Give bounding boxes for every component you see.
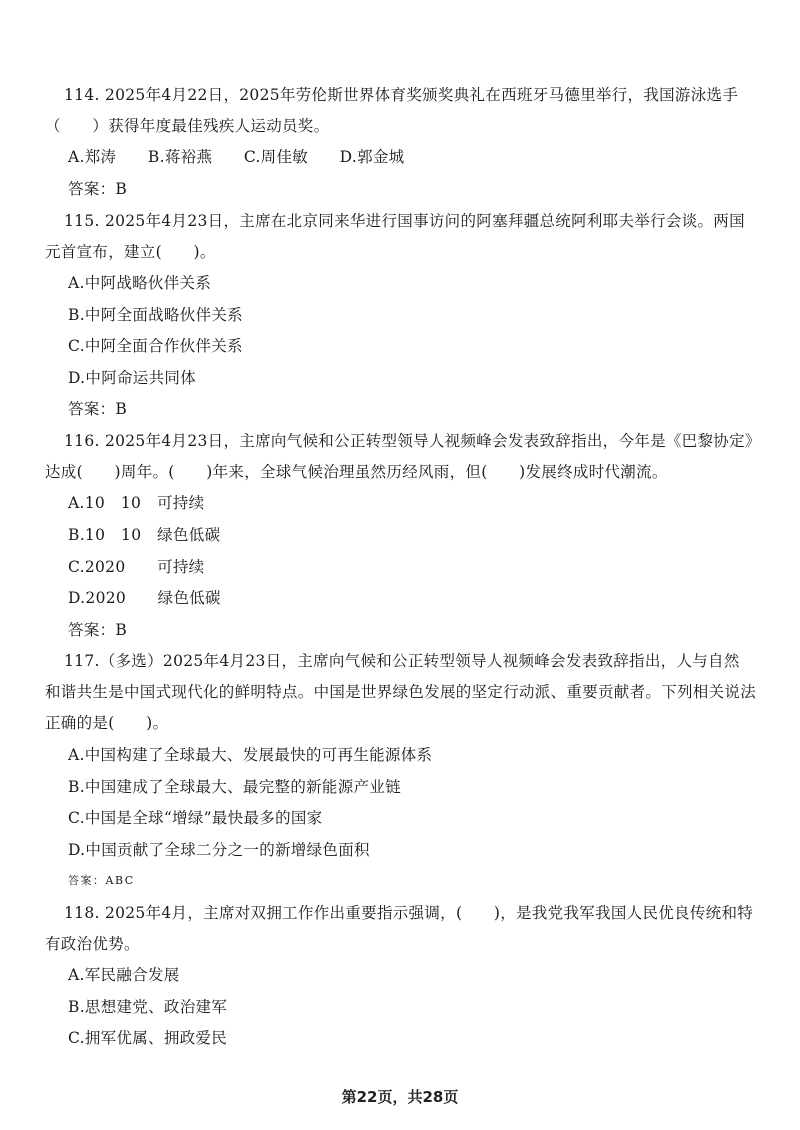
question-114-text: 114. 2025年4月22日，2025年劳伦斯世界体育奖颁奖典礼在西班牙马德里举行，我国游泳选手 bbox=[64, 86, 739, 104]
question-114-answer: 答案：B bbox=[68, 180, 128, 198]
question-117-text: 117.（多选）2025年4月23日，主席向气候和公正转型领导人视频峰会发表致辞指出，人与自然 bbox=[64, 652, 740, 670]
question-117-option-d: D.中国贡献了全球二分之一的新增绿色面积 bbox=[68, 841, 370, 859]
question-117-text-cont-1: 和谐共生是中国式现代化的鲜明特点。中国是世界绿色发展的坚定行动派、重要贡献者。下列相关说法 bbox=[45, 683, 757, 701]
question-115-option-b: B.中阿全面战略伙伴关系 bbox=[68, 306, 243, 324]
question-116-answer: 答案：B bbox=[68, 621, 128, 639]
question-116-option-b: B.10 10 绿色低碳 bbox=[68, 526, 221, 544]
question-114-options: A.郑涛 B.蒋裕燕 C.周佳敏 D.郭金城 bbox=[68, 148, 405, 166]
question-116-option-a: A.10 10 可持续 bbox=[68, 494, 205, 512]
question-115-option-c: C.中阿全面合作伙伴关系 bbox=[68, 337, 243, 355]
question-115-answer: 答案：B bbox=[68, 400, 128, 418]
question-115-text-cont: 元首宣布，建立( )。 bbox=[45, 243, 216, 261]
question-115-option-a: A.中阿战略伙伴关系 bbox=[68, 274, 212, 292]
question-115-option-d: D.中阿命运共同体 bbox=[68, 369, 197, 387]
question-118-text-cont: 有政治优势。 bbox=[45, 935, 140, 953]
question-118-option-c: C.拥军优属、拥政爱民 bbox=[68, 1029, 228, 1047]
question-114-text-cont: （ ）获得年度最佳残疾人运动员奖。 bbox=[45, 117, 330, 135]
question-118-text: 118. 2025年4月，主席对双拥工作作出重要指示强调，( )，是我党我军我国人民优良传统和特 bbox=[64, 904, 754, 922]
question-116-text: 116. 2025年4月23日，主席向气候和公正转型领导人视频峰会发表致辞指出，今年是《巴黎协定》 bbox=[64, 432, 761, 450]
question-117-text-cont-2: 正确的是( )。 bbox=[45, 714, 169, 732]
question-115-text: 115. 2025年4月23日，主席在北京同来华进行国事访问的阿塞拜疆总统阿利耶夫举行会谈。两国 bbox=[64, 212, 745, 230]
question-118-option-a: A.军民融合发展 bbox=[68, 966, 180, 984]
question-117-option-c: C.中国是全球“增绿”最快最多的国家 bbox=[68, 809, 323, 827]
question-118-option-b: B.思想建党、政治建军 bbox=[68, 998, 228, 1016]
question-116-text-cont: 达成( )周年。( )年来，全球气候治理虽然历经风雨，但( )发展终成时代潮流。 bbox=[45, 463, 668, 481]
question-117-option-a: A.中国构建了全球最大、发展最快的可再生能源体系 bbox=[68, 746, 433, 764]
question-116-option-d: D.2020 绿色低碳 bbox=[68, 589, 221, 607]
question-116-option-c: C.2020 可持续 bbox=[68, 558, 205, 576]
question-117-option-b: B.中国建成了全球最大、最完整的新能源产业链 bbox=[68, 778, 401, 796]
question-117-answer: 答案：ABC bbox=[68, 874, 135, 887]
page-number-footer: 第22页，共28页 bbox=[341, 1088, 459, 1106]
